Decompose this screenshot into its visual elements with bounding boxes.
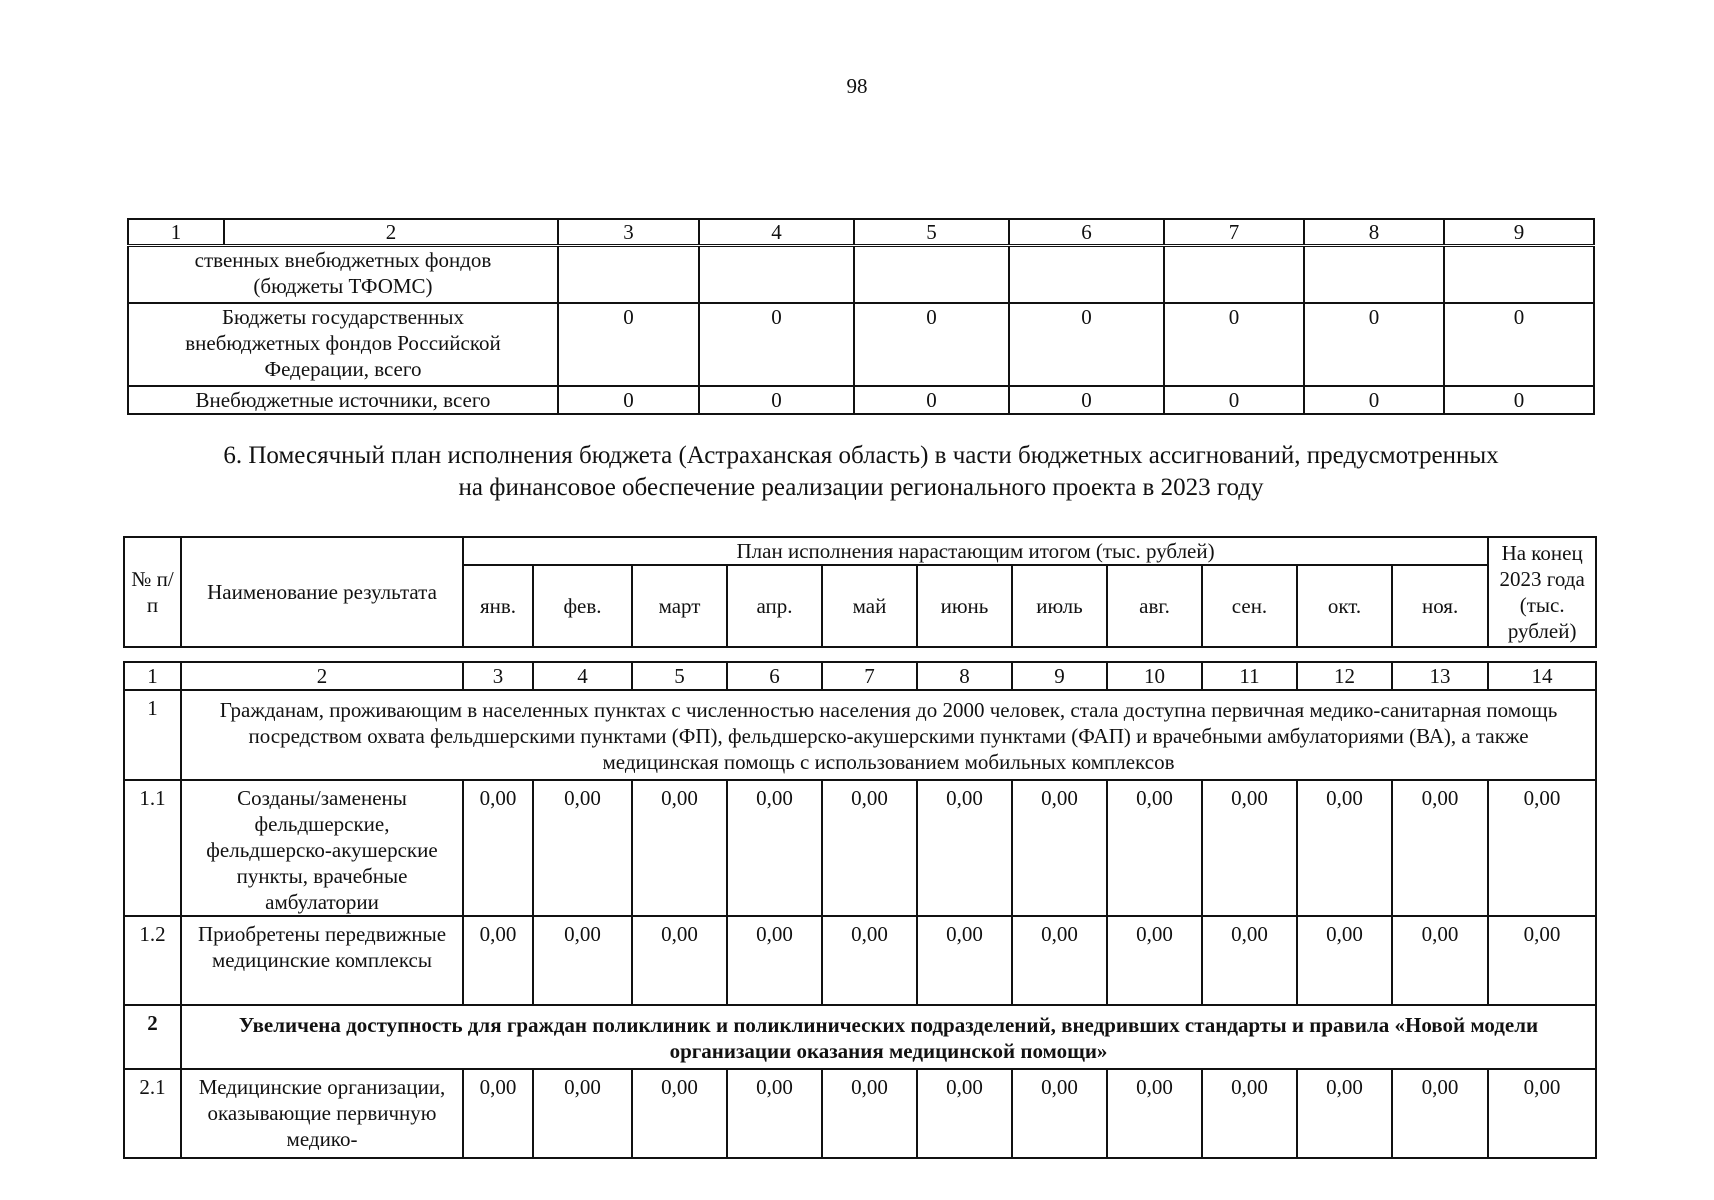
cell-value: 0,00 [632,780,727,916]
cell-value [854,246,1009,303]
row-num: 2.1 [124,1069,181,1158]
cell-value [699,246,854,303]
cell-value: 0,00 [822,780,917,916]
cell-value: 0,00 [1202,780,1297,916]
cell-value: 0,00 [917,780,1012,916]
monthly-plan-table [123,661,1597,1159]
column-index: 5 [854,219,1009,246]
table-row [124,1069,1596,1158]
funding-sources-table [127,218,1595,415]
column-index: 3 [558,219,699,246]
cell-value: 0 [558,303,699,386]
column-index: 10 [1107,662,1202,690]
cell-value: 0,00 [463,780,533,916]
header-month: май [822,565,917,647]
cell-value: 0,00 [463,1069,533,1158]
table-row [124,780,1596,916]
cell-value [1304,246,1444,303]
header-month: фев. [533,565,632,647]
cell-value: 0,00 [533,1069,632,1158]
cell-value: 0 [1009,386,1164,414]
cell-value: 0,00 [1488,916,1596,1005]
column-index: 9 [1012,662,1107,690]
row-num: 1.2 [124,916,181,1005]
cell-value [1444,246,1594,303]
cell-value: 0 [1009,303,1164,386]
cell-value: 0 [699,386,854,414]
cell-value: 0,00 [1392,780,1488,916]
table-row [128,246,1594,303]
column-index: 12 [1297,662,1392,690]
column-index: 5 [632,662,727,690]
table-row [128,386,1594,414]
cell-value: 0,00 [533,916,632,1005]
cell-value [1164,246,1304,303]
cell-value: 0,00 [727,916,822,1005]
header-plan: План исполнения нарастающим итогом (тыс. рублей) [463,537,1488,565]
cell-value: 0,00 [463,916,533,1005]
table-row [124,916,1596,1005]
cell-value: 0,00 [1392,916,1488,1005]
column-index: 3 [463,662,533,690]
header-month: авг. [1107,565,1202,647]
cell-value: 0,00 [632,1069,727,1158]
cell-value: 0,00 [1297,780,1392,916]
cell-value: 0,00 [1012,780,1107,916]
column-index: 4 [533,662,632,690]
row-label: Бюджеты государственных внебюджетных фондов Российской Федерации, всего [128,303,558,386]
cell-value: 0,00 [1012,916,1107,1005]
row-num: 1.1 [124,780,181,916]
column-index: 8 [1304,219,1444,246]
cell-value: 0,00 [727,780,822,916]
cell-value: 0,00 [917,916,1012,1005]
cell-value: 0,00 [1107,1069,1202,1158]
cell-value: 0,00 [1488,1069,1596,1158]
column-index: 2 [224,219,558,246]
cell-value: 0,00 [632,916,727,1005]
column-index: 1 [128,219,224,246]
result-name: Приобретены передвижные медицинские комплексы [181,916,463,1005]
column-index: 8 [917,662,1012,690]
cell-value: 0,00 [1202,916,1297,1005]
cell-value: 0,00 [1107,780,1202,916]
column-index: 6 [727,662,822,690]
column-index: 1 [124,662,181,690]
section-title-line: на финансовое обеспечение реализации регионального проекта в 2023 году [458,474,1264,501]
cell-value: 0 [854,303,1009,386]
row-label: Внебюджетные источники, всего [128,386,558,414]
monthly-plan-header-table [123,536,1597,648]
column-index: 9 [1444,219,1594,246]
cell-value: 0 [1164,386,1304,414]
section-row [124,1005,1596,1069]
cell-value: 0 [1304,386,1444,414]
header-month: янв. [463,565,533,647]
cell-value: 0 [1304,303,1444,386]
cell-value: 0,00 [1392,1069,1488,1158]
row-num: 1 [124,690,181,780]
cell-value: 0 [1444,303,1594,386]
section-title [130,440,1592,504]
table-header-row [128,219,1594,246]
header-month: март [632,565,727,647]
column-index: 6 [1009,219,1164,246]
column-index: 7 [822,662,917,690]
section-title-line: 6. Помесячный план исполнения бюджета (Астраханская область) в части бюджетных ассигнований, предусмотренных [223,442,1499,469]
column-index-row [124,662,1596,690]
cell-value: 0,00 [1012,1069,1107,1158]
cell-value: 0,00 [822,916,917,1005]
cell-value: 0,00 [1297,1069,1392,1158]
cell-value: 0,00 [533,780,632,916]
column-index: 2 [181,662,463,690]
result-name: Медицинские организации, оказывающие первичную медико- [181,1069,463,1158]
column-index: 7 [1164,219,1304,246]
column-index: 14 [1488,662,1596,690]
cell-value: 0,00 [917,1069,1012,1158]
section-text: Увеличена доступность для граждан поликлиник и поликлинических подразделений, внедривших стандарты и правила «Новой модели организации оказания медицинской помощи» [181,1005,1596,1069]
table-header-row [124,537,1596,565]
header-month: июнь [917,565,1012,647]
cell-value [558,246,699,303]
row-label: ственных внебюджетных фондов (бюджеты ТФОМС) [128,246,558,303]
header-month: сен. [1202,565,1297,647]
column-index: 13 [1392,662,1488,690]
page-number: 98 [846,74,868,98]
header-num: № п/п [124,537,181,647]
cell-value: 0,00 [727,1069,822,1158]
cell-value: 0 [854,386,1009,414]
header-month: окт. [1297,565,1392,647]
cell-value: 0,00 [1202,1069,1297,1158]
header-month: июль [1012,565,1107,647]
section-text: Гражданам, проживающим в населенных пунктах с численностью населения до 2000 человек, стала доступна первичная медико-санитарная помощь посредством охвата фельдшерскими пунктами (ФП), фельдшерско-акушерскими пунктами (ФАП) и врачебными амбулаториями (ВА), а также медицинская помощь с использованием мобильных комплексов [181,690,1596,780]
column-index: 11 [1202,662,1297,690]
header-year-end: На конец 2023 года (тыс. рублей) [1488,537,1596,647]
cell-value: 0,00 [1297,916,1392,1005]
header-month: апр. [727,565,822,647]
column-index: 4 [699,219,854,246]
row-num: 2 [124,1005,181,1069]
header-result-name: Наименование результата [181,537,463,647]
cell-value: 0 [1444,386,1594,414]
cell-value: 0,00 [1107,916,1202,1005]
cell-value: 0 [699,303,854,386]
table-row [128,303,1594,386]
result-name: Созданы/заменены фельдшерские, фельдшерско-акушерские пункты, врачебные амбулатории [181,780,463,916]
cell-value [1009,246,1164,303]
section-row [124,690,1596,780]
cell-value: 0 [558,386,699,414]
cell-value: 0,00 [1488,780,1596,916]
cell-value: 0,00 [822,1069,917,1158]
cell-value: 0 [1164,303,1304,386]
header-month: ноя. [1392,565,1488,647]
